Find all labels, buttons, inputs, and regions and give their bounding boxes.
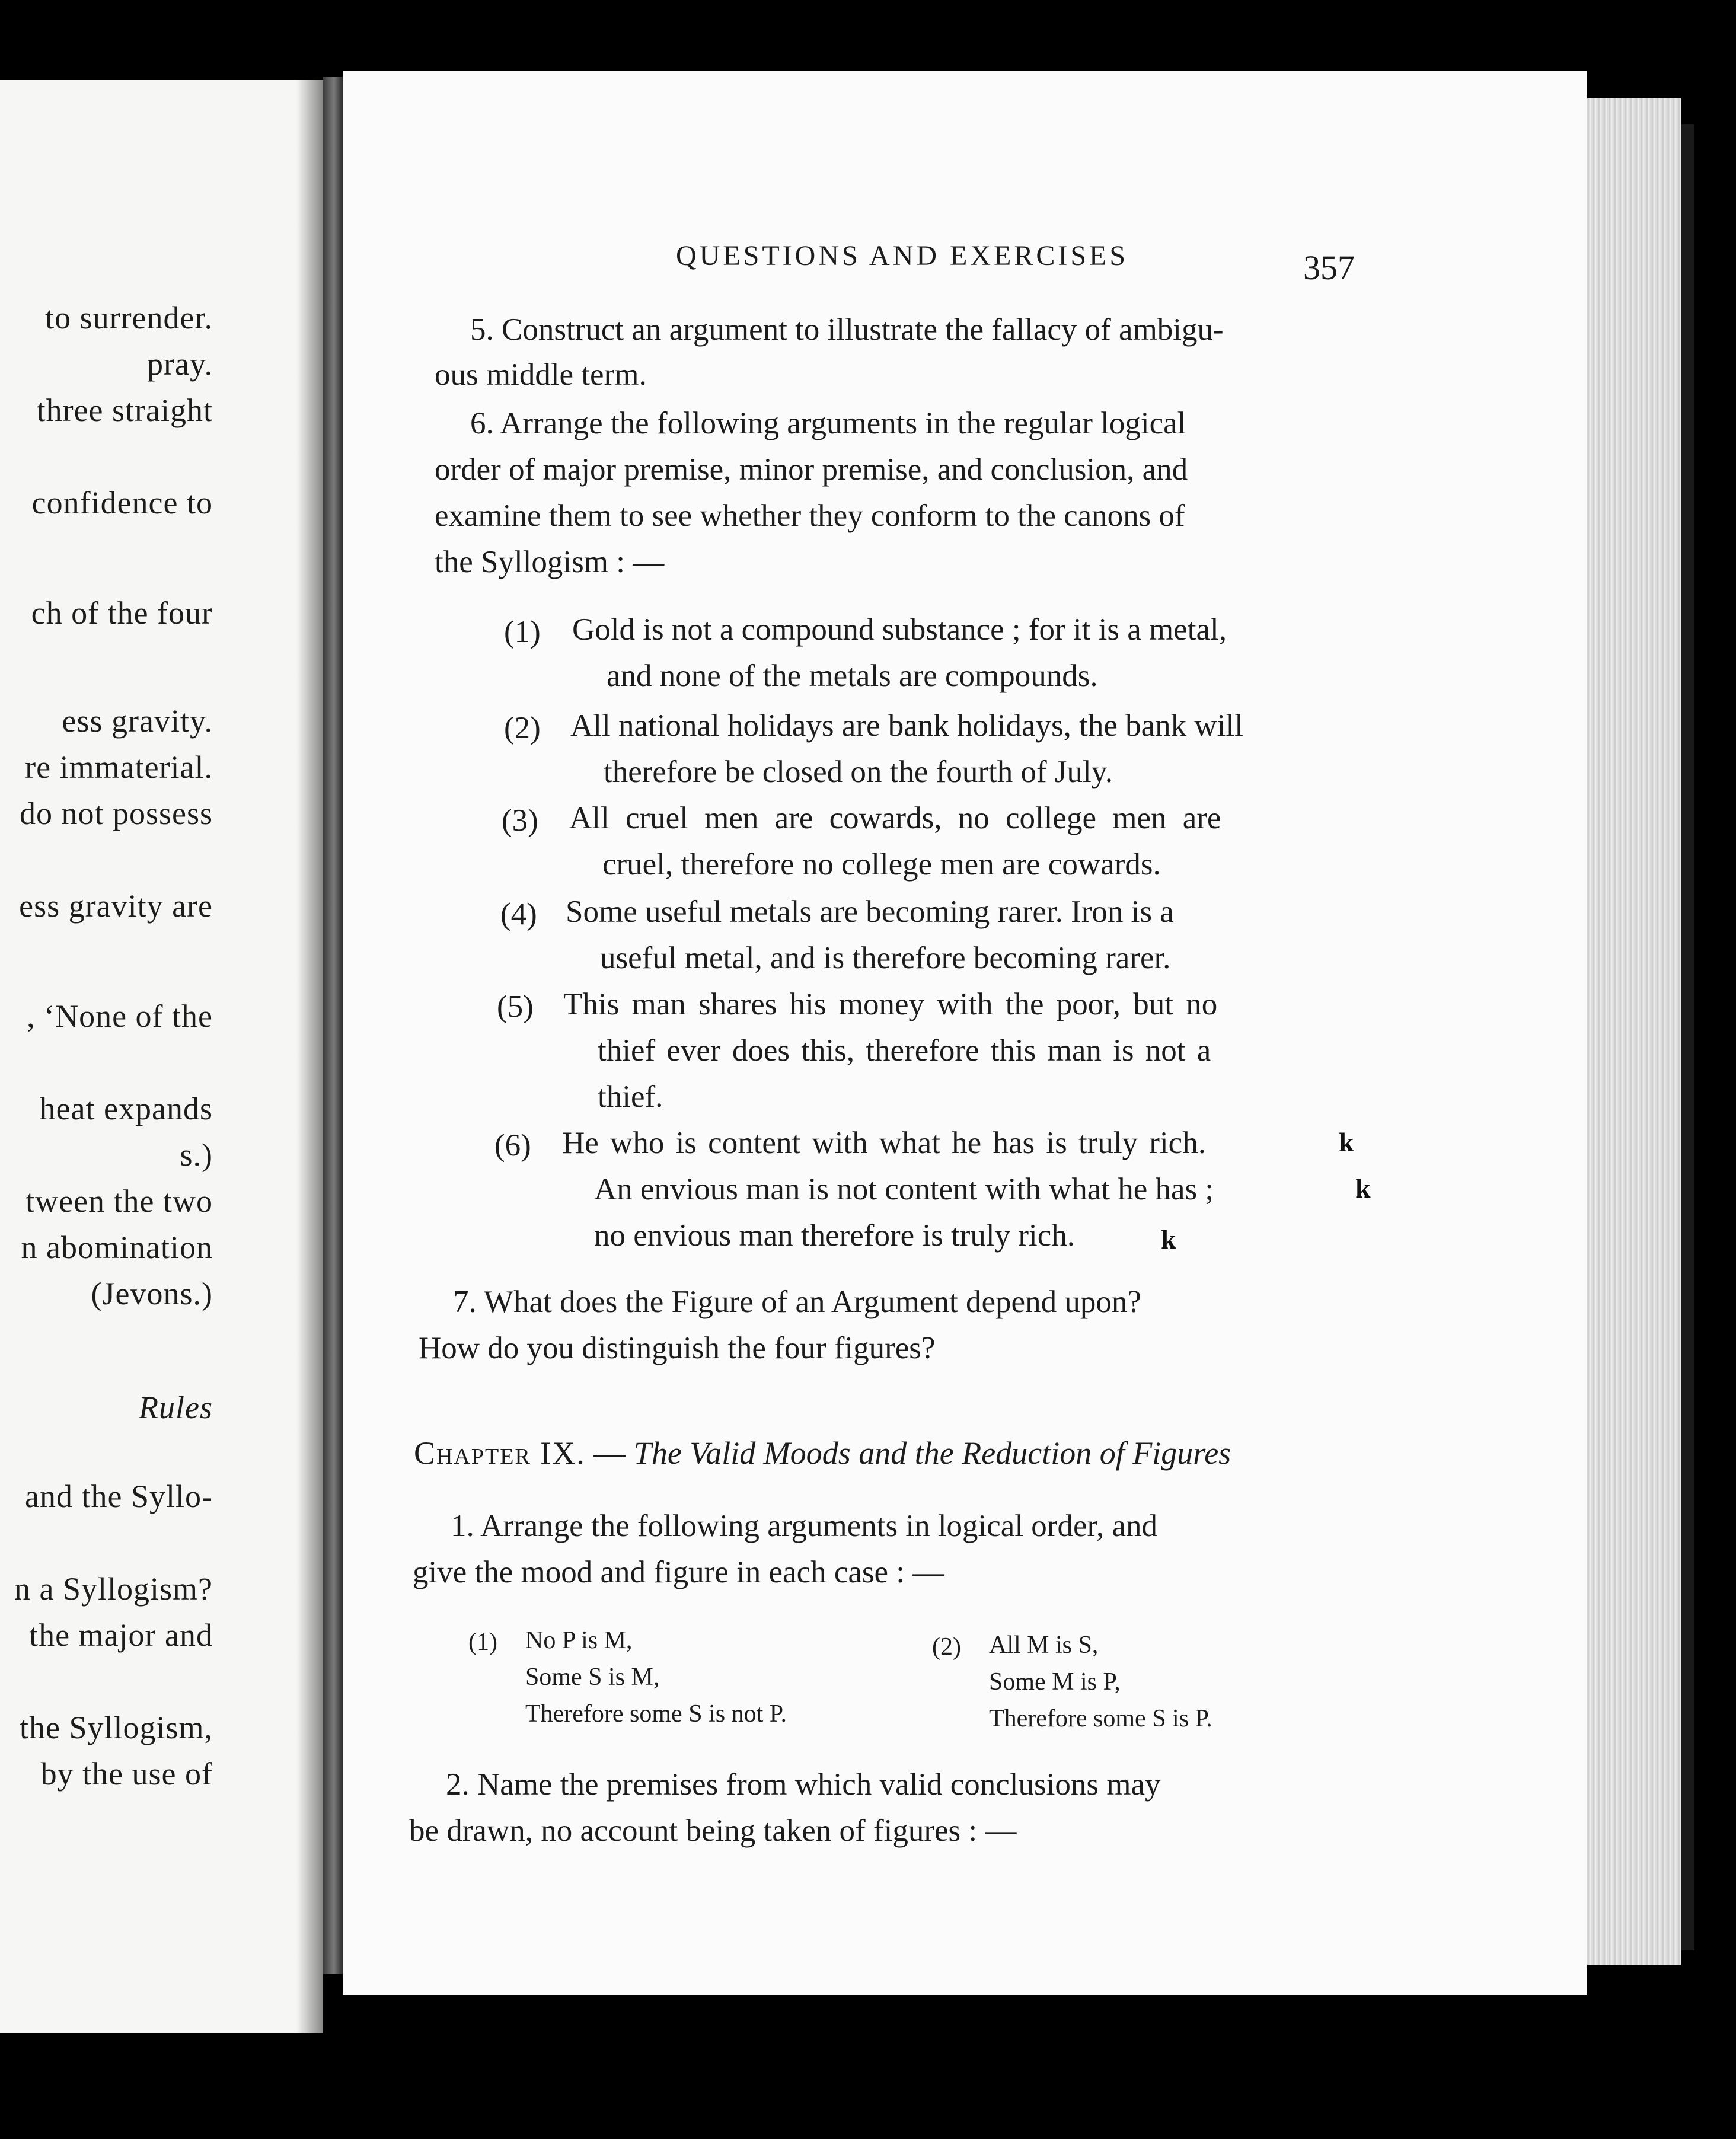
left-page-fragment: s.) [180, 1137, 213, 1173]
left-page-fragment: re immaterial. [25, 749, 213, 785]
argument-6-line-1: He who is content with what he has is truly rich. [562, 1126, 1206, 1160]
page-edges [1587, 98, 1681, 1965]
question-6-line-2: order of major premise, minor premise, and conclusion, and [435, 452, 1188, 487]
chapter-dash: — [593, 1435, 626, 1471]
left-page-fragment: ess gravity are [19, 888, 213, 924]
syllogism-2-line-3: Therefore some S is P. [989, 1705, 1212, 1732]
argument-3-line-2: cruel, therefore no college men are cowards. [602, 847, 1161, 882]
running-head: QUESTIONS AND EXERCISES [676, 240, 1129, 272]
argument-5-line-3: thief. [598, 1080, 663, 1114]
left-page-fragment: to surrender. [45, 300, 213, 336]
syllogism-1-number: (1) [468, 1629, 497, 1656]
chapter-title: The Valid Moods and the Reduction of Figures [633, 1435, 1231, 1471]
chapter-question-2-line-2: be drawn, no account being taken of figures : — [409, 1814, 1017, 1848]
chapter-question-2-line-1: 2. Name the premises from which valid conclusions may [446, 1767, 1161, 1802]
left-page-fragment: do not possess [19, 796, 213, 831]
question-7-line-1: 7. What does the Figure of an Argument depend upon? [453, 1285, 1141, 1319]
left-page-fragment: ess gravity. [62, 703, 213, 739]
left-page-fragment: Rules [139, 1390, 213, 1425]
syllogism-1-line-3: Therefore some S is not P. [525, 1700, 787, 1728]
argument-1-line-2: and none of the metals are compounds. [607, 659, 1098, 693]
chapter-question-1-line-1: 1. Arrange the following arguments in logical order, and [451, 1509, 1158, 1543]
handwritten-mark: k [1355, 1173, 1371, 1203]
argument-2-number: (2) [504, 711, 541, 745]
chapter-label: Chapter IX. [414, 1435, 586, 1471]
question-5-line-2: ous middle term. [435, 357, 647, 392]
argument-3-line-1: All cruel men are cowards, no college men are [569, 801, 1221, 835]
argument-4-line-1: Some useful metals are becoming rarer. Iron is a [566, 895, 1174, 929]
question-6-line-4: the Syllogism : — [435, 545, 665, 579]
question-7-line-2: How do you distinguish the four figures? [419, 1331, 936, 1365]
left-page-fragment: (Jevons.) [91, 1276, 213, 1311]
argument-5-line-1: This man shares his money with the poor, but no [563, 987, 1218, 1021]
chapter-heading [414, 1437, 1231, 1469]
page-number: 357 [1303, 248, 1355, 287]
syllogism-2-number: (2) [932, 1633, 961, 1661]
left-spine-shadow [296, 80, 323, 2033]
left-page-fragment: and the Syllo- [25, 1479, 213, 1514]
syllogism-2-line-1: All M is S, [989, 1632, 1099, 1659]
left-page-fragment: heat expands [39, 1091, 213, 1126]
book-gutter [323, 77, 343, 1974]
argument-1-line-1: Gold is not a compound substance ; for it is a metal, [572, 612, 1227, 647]
left-page-fragment: , ‘None of the [27, 998, 213, 1034]
question-5-text: 5. Construct an argument to illustrate the fallacy of ambigu- [470, 312, 1224, 347]
question-6-line-3: examine them to see whether they conform to the canons of [435, 499, 1185, 533]
argument-1-number: (1) [504, 615, 541, 649]
question-5-line-1 [470, 314, 1360, 346]
argument-6-number: (6) [494, 1128, 531, 1163]
argument-2-line-2: therefore be closed on the fourth of July. [604, 755, 1113, 789]
argument-6-line-2: An envious man is not content with what he has ; [594, 1172, 1214, 1206]
left-page-fragment: ch of the four [31, 595, 213, 631]
syllogism-1-line-2: Some S is M, [525, 1664, 660, 1691]
argument-6-line-3: no envious man therefore is truly rich. [594, 1218, 1075, 1253]
question-6-line-1: 6. Arrange the following arguments in the regular logical [470, 406, 1186, 440]
handwritten-mark: k [1161, 1224, 1176, 1254]
syllogism-2-line-2: Some M is P, [989, 1668, 1121, 1696]
argument-5-line-2: thief ever does this, therefore this man is not a [598, 1033, 1211, 1068]
left-page-fragment: n abomination [21, 1230, 213, 1265]
chapter-question-1-line-2: give the mood and figure in each case : — [413, 1555, 944, 1589]
argument-4-line-2: useful metal, and is therefore becoming rarer. [600, 941, 1171, 975]
left-page-fragment: n a Syllogism? [14, 1571, 213, 1607]
argument-2-line-1: All national holidays are bank holidays, the bank will [570, 708, 1243, 743]
argument-4-number: (4) [500, 897, 537, 931]
argument-3-number: (3) [502, 803, 538, 838]
left-page-fragment: confidence to [31, 485, 213, 521]
left-page-fragment: by the use of [40, 1756, 213, 1792]
handwritten-mark: k [1339, 1127, 1354, 1157]
argument-5-number: (5) [497, 989, 534, 1024]
left-page-fragment: the major and [29, 1617, 213, 1653]
left-page-fragment: three straight [36, 392, 213, 428]
left-page-fragment: the Syllogism, [19, 1710, 213, 1745]
left-page-fragment: pray. [147, 346, 213, 382]
syllogism-1-line-1: No P is M, [525, 1627, 633, 1654]
left-page-fragment: tween the two [25, 1183, 213, 1219]
page-edges-shadow [1681, 124, 1694, 1950]
left-page [0, 80, 323, 2033]
